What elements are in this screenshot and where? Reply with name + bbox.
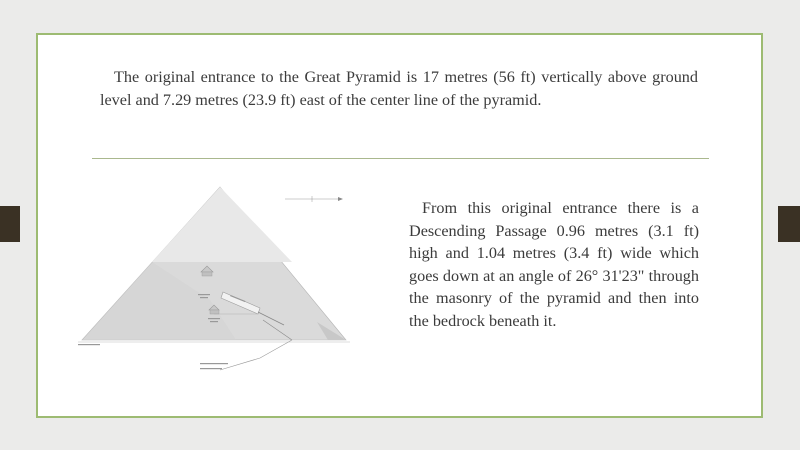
- right-edge-tab: [778, 206, 800, 242]
- label-mark: [198, 294, 210, 295]
- label-mark: [208, 318, 220, 319]
- left-edge-tab: [0, 206, 20, 242]
- detail-paragraph: From this original entrance there is a Descending Passage 0.96 metres (3.1 ft) high and 1.04 metres (3.4 ft) wide which goes down at an angle of 26° 31'23" through the masonry of the pyramid and then into the bedrock beneath it.: [409, 199, 699, 330]
- kings-chamber-box: [202, 272, 212, 276]
- pyramid-face: [152, 187, 292, 262]
- label-mark: [200, 368, 222, 369]
- label-mark: [200, 363, 228, 364]
- label-mark: [78, 344, 100, 345]
- subterranean-passage: [220, 340, 292, 370]
- intro-paragraph: The original entrance to the Great Pyramid is 17 metres (56 ft) vertically above ground level and 7.29 metres (23.9 ft) east of the center line of the pyramid.: [100, 68, 698, 109]
- north-arrow-head: [338, 197, 343, 201]
- section-divider: [92, 158, 709, 159]
- pyramid-diagram: [60, 180, 350, 380]
- label-mark: [210, 321, 218, 322]
- label-mark: [200, 297, 208, 298]
- queens-chamber-box: [210, 310, 219, 314]
